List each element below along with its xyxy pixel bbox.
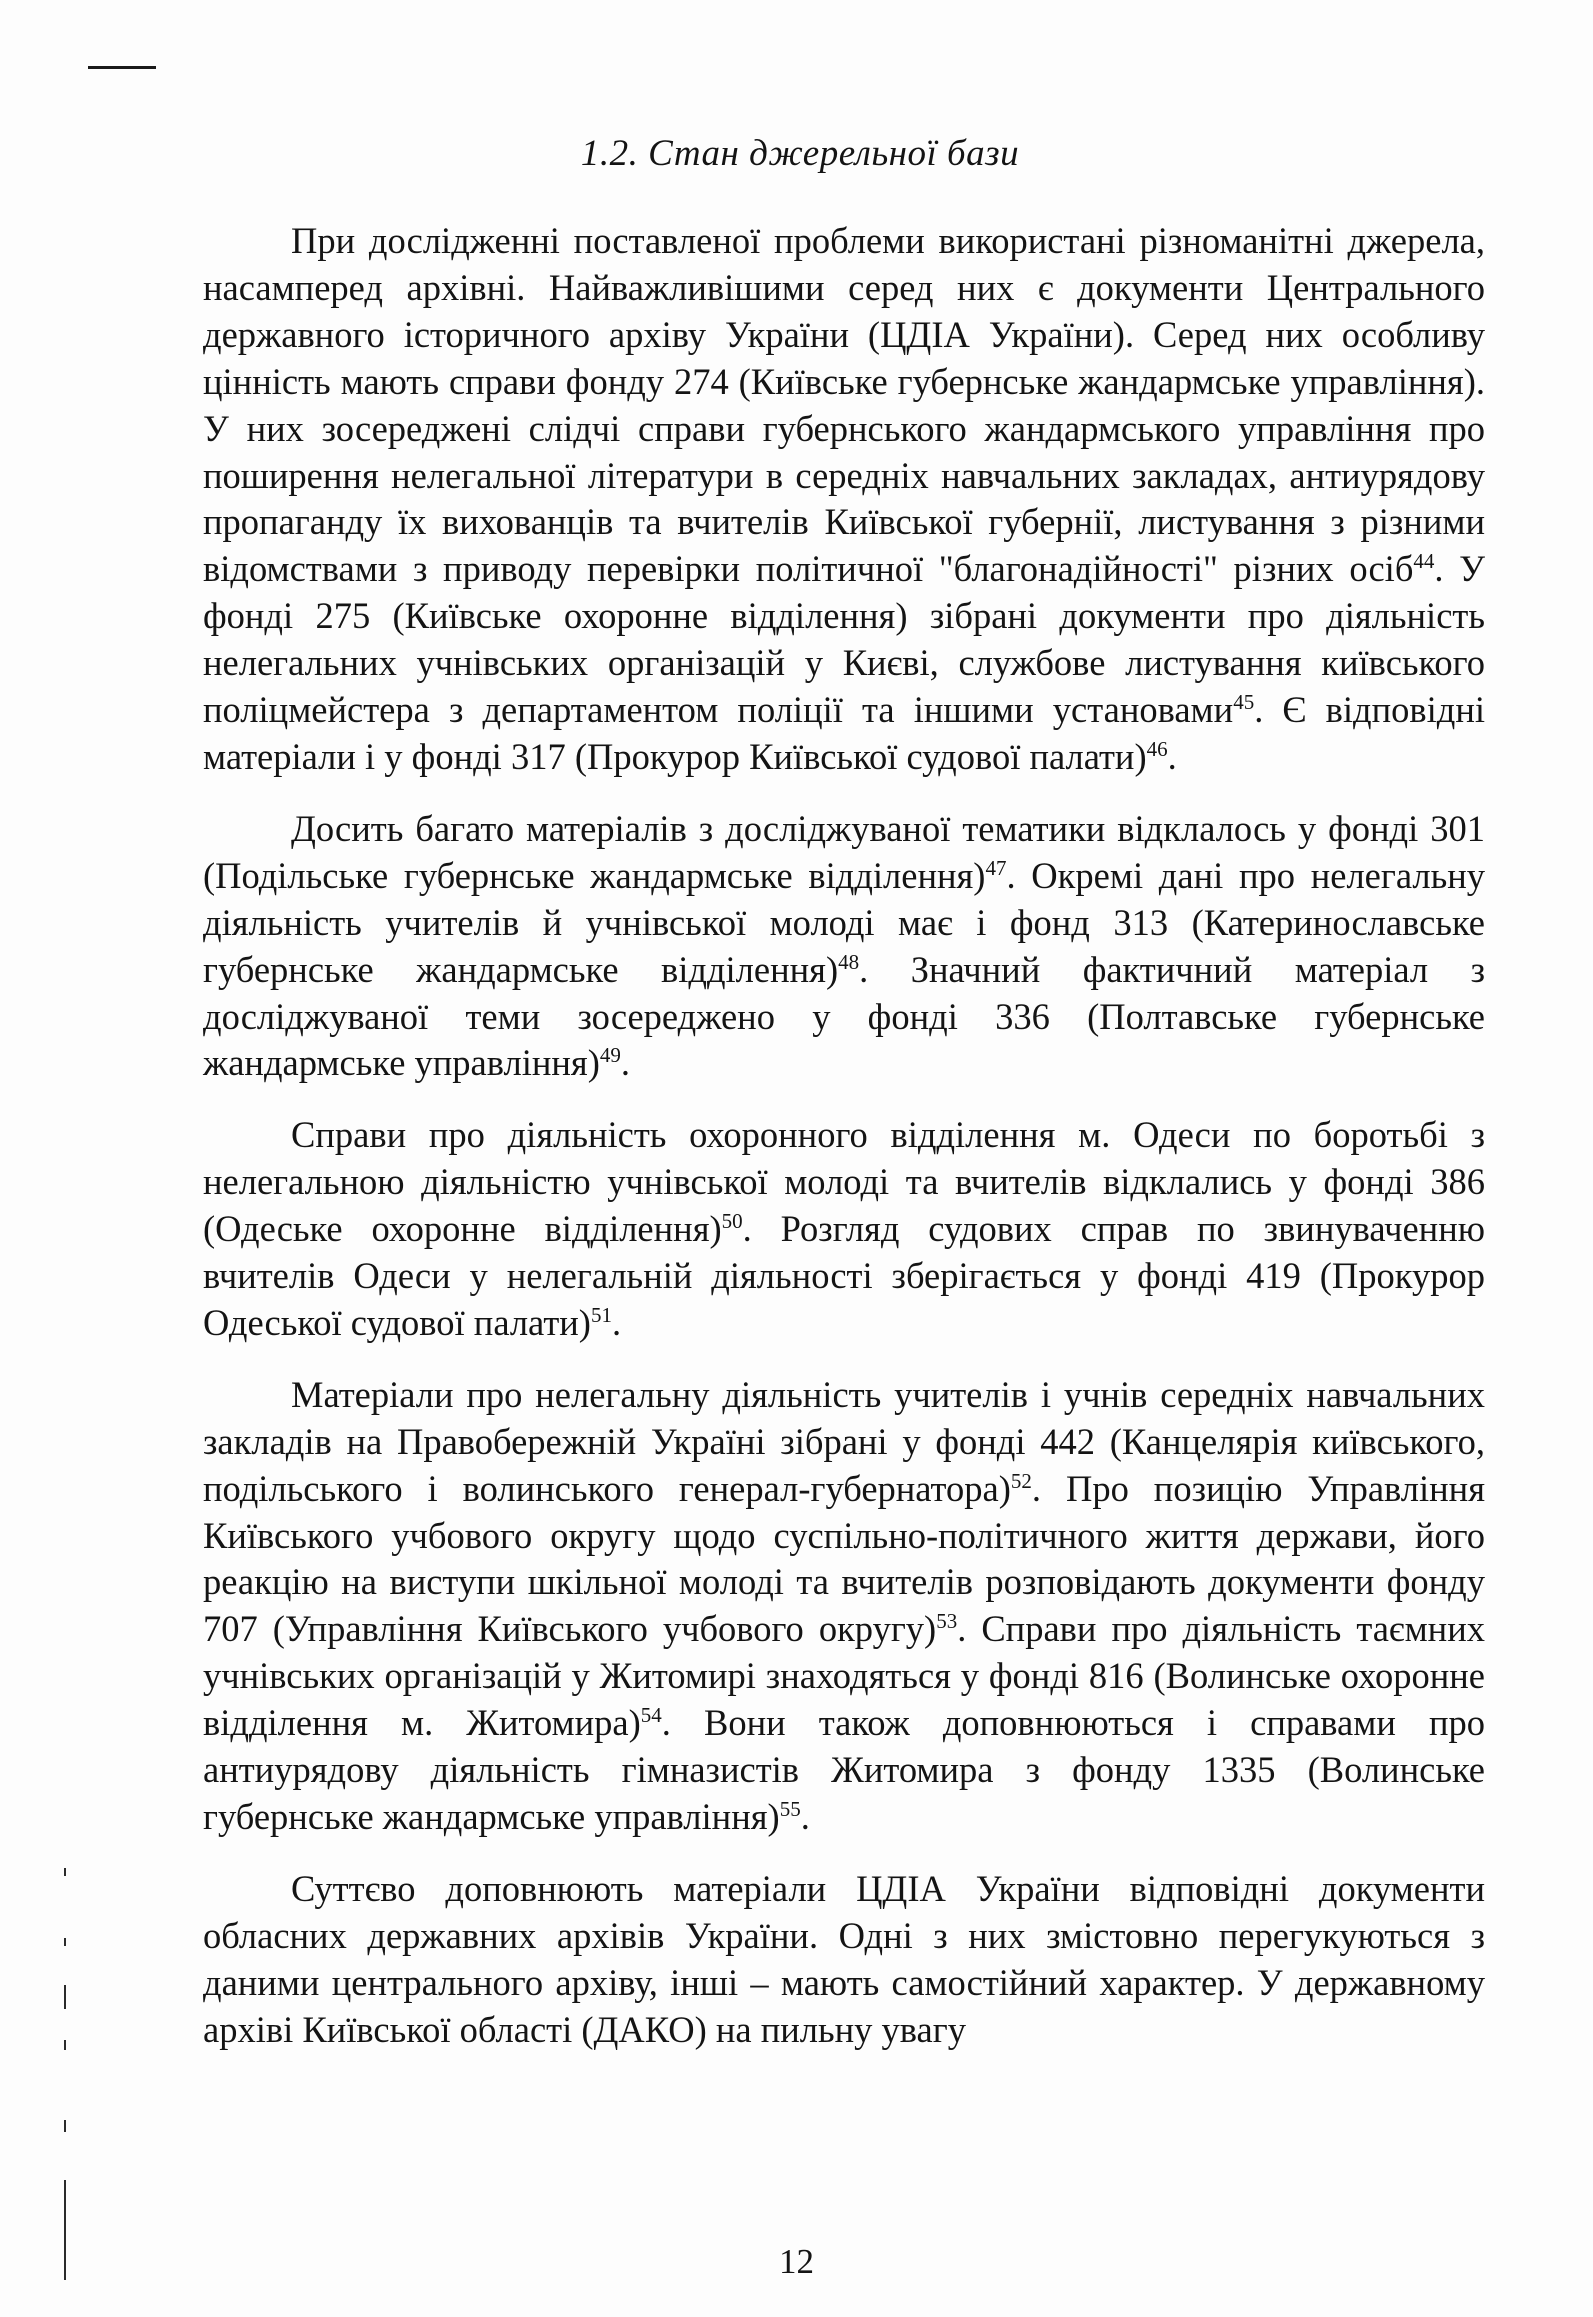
paragraph-text: Справи про діяльність охоронного відділення м. Одеси по боротьбі з нелегальною діяльністю учнівської молоді та вчителів відклались у фонді 386 (Одеське охоронне відділення) [203, 1114, 1485, 1250]
footnote-ref: 50 [721, 1208, 743, 1233]
paragraph [203, 218, 1485, 781]
paragraph-text: . [620, 1042, 630, 1084]
footnote-ref: 49 [599, 1043, 621, 1068]
paragraph-text: Матеріали про нелегальну діяльність учителів і учнів середніх навчальних закладів на Правобережній Україні зібрані у фонді 442 (Канцелярія київського, подільського і волинського генерал-губернатора) [203, 1373, 1485, 1509]
footnote-ref: 53 [936, 1609, 958, 1634]
section-title: 1.2. Стан джерельної бази [580, 133, 1020, 174]
paragraph-text: Суттєво доповнюють матеріали ЦДІА України відповідні документи обласних державних архівів України. Одні з них змістовно перегукуються з даними центрального архіву, інші – мають самостійний характер. У державному архіві Київської області (ДАКО) на пильну увагу [203, 1867, 1485, 2050]
paragraph [203, 1372, 1485, 1841]
scan-mark [64, 2120, 66, 2132]
footnote-ref: 45 [1233, 689, 1255, 714]
paragraph-text: . У фонді 275 (Київське охоронне відділення) зібрані документи про діяльність нелегальних учнівських організацій у Києві, службове листування київського поліцмейстера з департаментом поліції та іншими установами [203, 548, 1485, 731]
paragraph-text: . Є відповідні матеріали і у фонді 317 (Прокурор Київської судової палати) [203, 689, 1485, 777]
paragraph-text: . [1167, 735, 1177, 777]
paragraph-text: . Значний фактичний матеріал з досліджуваної теми зосереджено у фонді 336 (Полтавське губернське жандармське управління) [203, 948, 1485, 1084]
footnote-ref: 46 [1146, 736, 1168, 761]
paragraph-text: . Окремі дані про нелегальну діяльність учителів й учнівської молоді має і фонд 313 (Катеринославське губернське жандармське відділення) [203, 854, 1486, 990]
top-rule [88, 66, 156, 69]
paragraph-text: . Про позицію Управління Київського учбового округу щодо суспільно-політичного життя держави, його реакцію на виступи шкільної молоді та вчителів розповідають документи фонду 707 (Управління Київського учбового округу) [203, 1467, 1485, 1650]
footnote-ref: 55 [779, 1796, 801, 1821]
footnote-ref: 51 [590, 1302, 612, 1327]
paragraph [203, 1112, 1485, 1347]
scan-mark [64, 1985, 66, 2009]
paragraph-text: . Розгляд судових справ по звинуваченню вчителів Одеси у нелегальній діяльності зберігається у фонді 419 (Прокурор Одеської судової палати) [203, 1208, 1486, 1343]
paragraph [203, 1866, 1485, 2054]
footnote-ref: 47 [985, 855, 1007, 880]
scan-mark [64, 1938, 66, 1946]
footnote-ref: 48 [838, 949, 860, 974]
paragraph-text: . Вони також доповнюються і справами про антиурядову діяльність гімназистів Житомира з фонду 1335 (Волинське губернське жандармське управління) [203, 1702, 1485, 1837]
paragraph-text: . [611, 1301, 622, 1343]
paragraph-text: При дослідженні поставленої проблеми використані різноманітні джерела, насамперед архівні. Найважливішими серед них є документи Центрального державного історичного архіву України (ЦДІА України). Серед них особливу цінність мають справи фонду 274 (Київське губернське жандармське управління). У них зосереджені слідчі справи губернського жандармського управління про поширення нелегальної літератури в середніх навчальних закладах, антиурядову пропаганду їх вихованців та вчителів Київської губернії, листування з різними відомствами з приводу перевірки політичної "благонадійності" різних осіб [203, 220, 1485, 590]
scan-mark [64, 1868, 66, 1876]
scan-mark [64, 2040, 66, 2050]
paragraph-text: . [800, 1796, 810, 1837]
paragraph-text: Досить багато матеріалів з досліджуваної тематики відклалось у фонді 301 (Подільське губернське жандармське відділення) [203, 807, 1485, 896]
footnote-ref: 44 [1413, 549, 1435, 574]
scan-mark [64, 2180, 66, 2280]
page-number: 12 [779, 2242, 814, 2281]
footnote-ref: 54 [640, 1703, 662, 1728]
paragraph-text: . Справи про діяльність таємних учнівських організацій у Житомирі знаходяться у фонді 816 (Волинське охоронне відділення м. Житомира) [203, 1608, 1485, 1744]
body-text [203, 218, 1485, 2079]
paragraph [203, 806, 1485, 1087]
footnote-ref: 52 [1010, 1468, 1032, 1493]
